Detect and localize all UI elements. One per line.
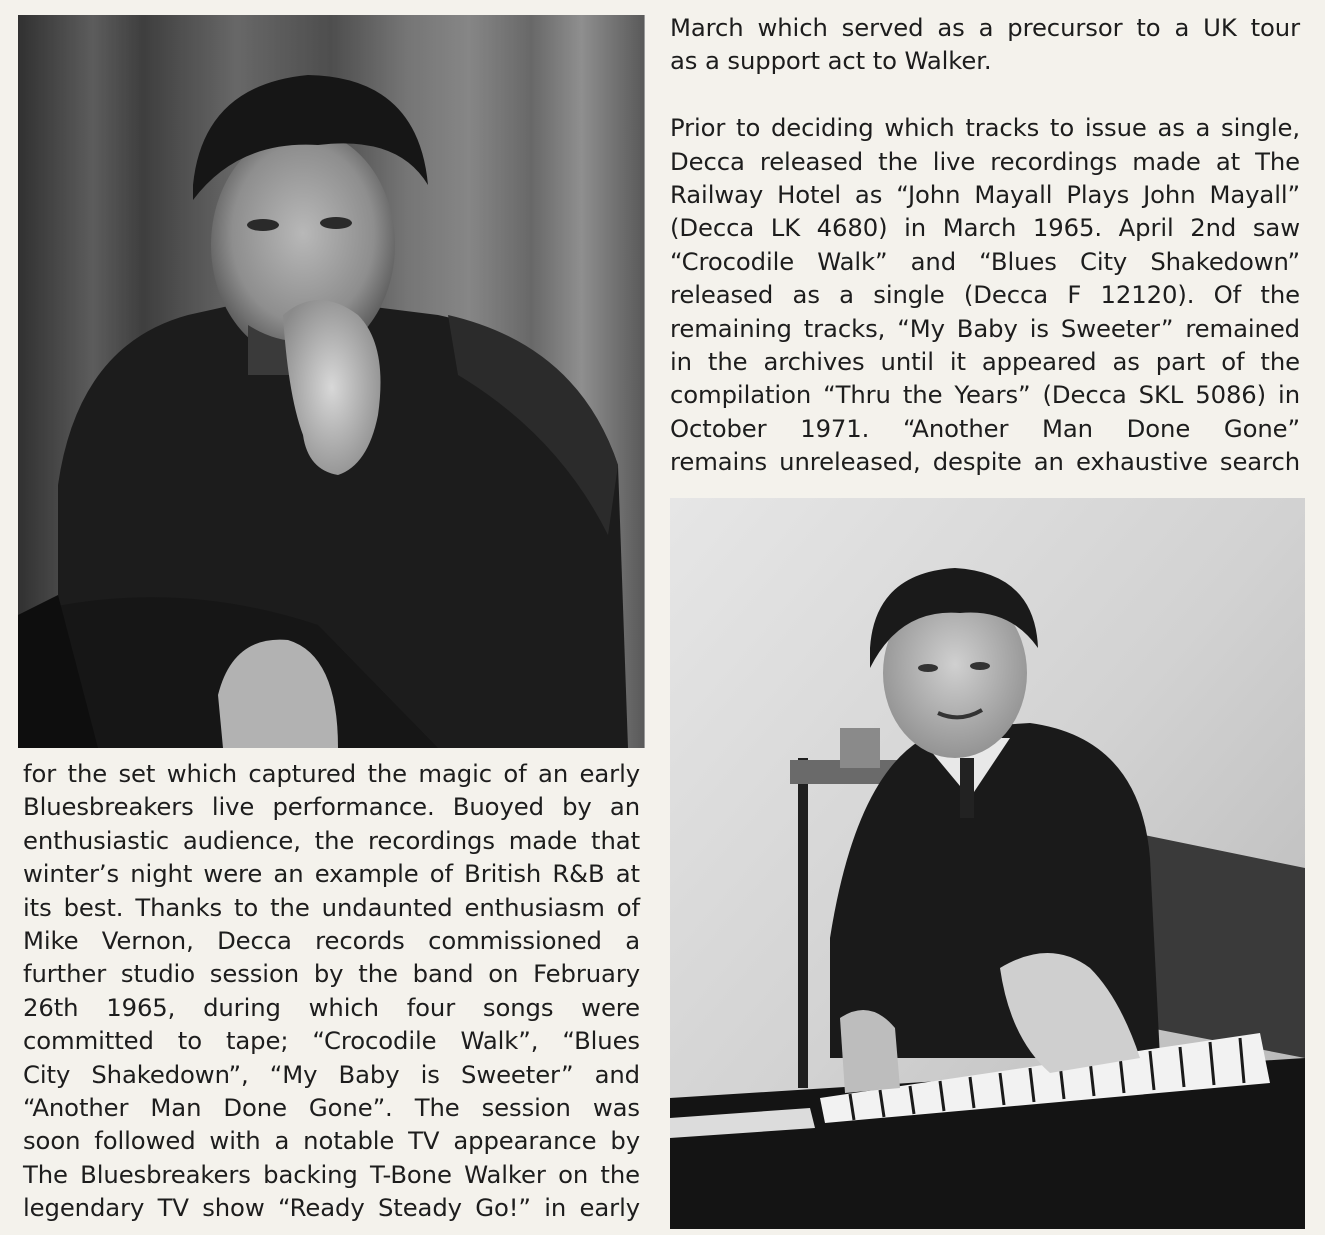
portrait-photo-graphic <box>18 15 644 748</box>
text-line: its best. Thanks to the undaunted enthusiasm of <box>23 892 640 922</box>
text-line: Decca released the live recordings made at The <box>670 146 1300 176</box>
text-line: March which served as a precursor to a UK tour <box>670 13 1300 42</box>
text-line: 26th 1965, during which four songs were <box>23 992 640 1022</box>
text-line: further studio session by the band on February <box>23 959 640 989</box>
text-line: Railway Hotel as “John Mayall Plays John Mayall” <box>670 179 1300 209</box>
paragraph-gap <box>670 78 1300 111</box>
photo-keyboard-player <box>670 498 1305 1229</box>
text-line: “Crocodile Walk” and “Blues City Shakedown” <box>670 246 1300 276</box>
text-line: remains unreleased, despite an exhaustive search <box>670 447 1300 477</box>
text-line: released as a single (Decca F 12120). Of the <box>670 280 1300 310</box>
text-line: soon followed with a notable TV appearance by <box>23 1126 640 1156</box>
text-line: (Decca LK 4680) in March 1965. April 2nd saw <box>670 213 1300 243</box>
text-line: “Another Man Done Gone”. The session was <box>23 1092 640 1122</box>
text-line: enthusiastic audience, the recordings made that <box>23 825 640 855</box>
text-line: City Shakedown”, “My Baby is Sweeter” and <box>23 1059 640 1089</box>
text-line: The Bluesbreakers backing T-Bone Walker on the <box>23 1159 640 1189</box>
text-line: remaining tracks, “My Baby is Sweeter” remained <box>670 313 1300 343</box>
text-line: as a support act to Walker. <box>670 46 992 76</box>
text-line: October 1971. “Another Man Done Gone” <box>670 413 1300 443</box>
article-text-left-column <box>23 757 640 1224</box>
text-line: legendary TV show “Ready Steady Go!” in early <box>23 1193 640 1223</box>
text-line: Prior to deciding which tracks to issue as a single, <box>670 113 1300 143</box>
keyboard-photo-graphic <box>670 498 1305 1229</box>
text-line: committed to tape; “Crocodile Walk”, “Blues <box>23 1026 640 1056</box>
text-line: Bluesbreakers live performance. Buoyed by an <box>23 792 640 822</box>
text-line: winter’s night were an example of British R&B at <box>23 859 640 889</box>
text-line: for the set which captured the magic of an early <box>23 759 640 788</box>
photo-portrait-hand-on-chin <box>18 15 645 748</box>
text-line: in the archives until it appeared as part of the <box>670 346 1300 376</box>
article-text-right-column <box>670 11 1300 478</box>
text-line: Mike Vernon, Decca records commissioned a <box>23 925 640 955</box>
text-line: compilation “Thru the Years” (Decca SKL 5086) in <box>670 380 1300 410</box>
